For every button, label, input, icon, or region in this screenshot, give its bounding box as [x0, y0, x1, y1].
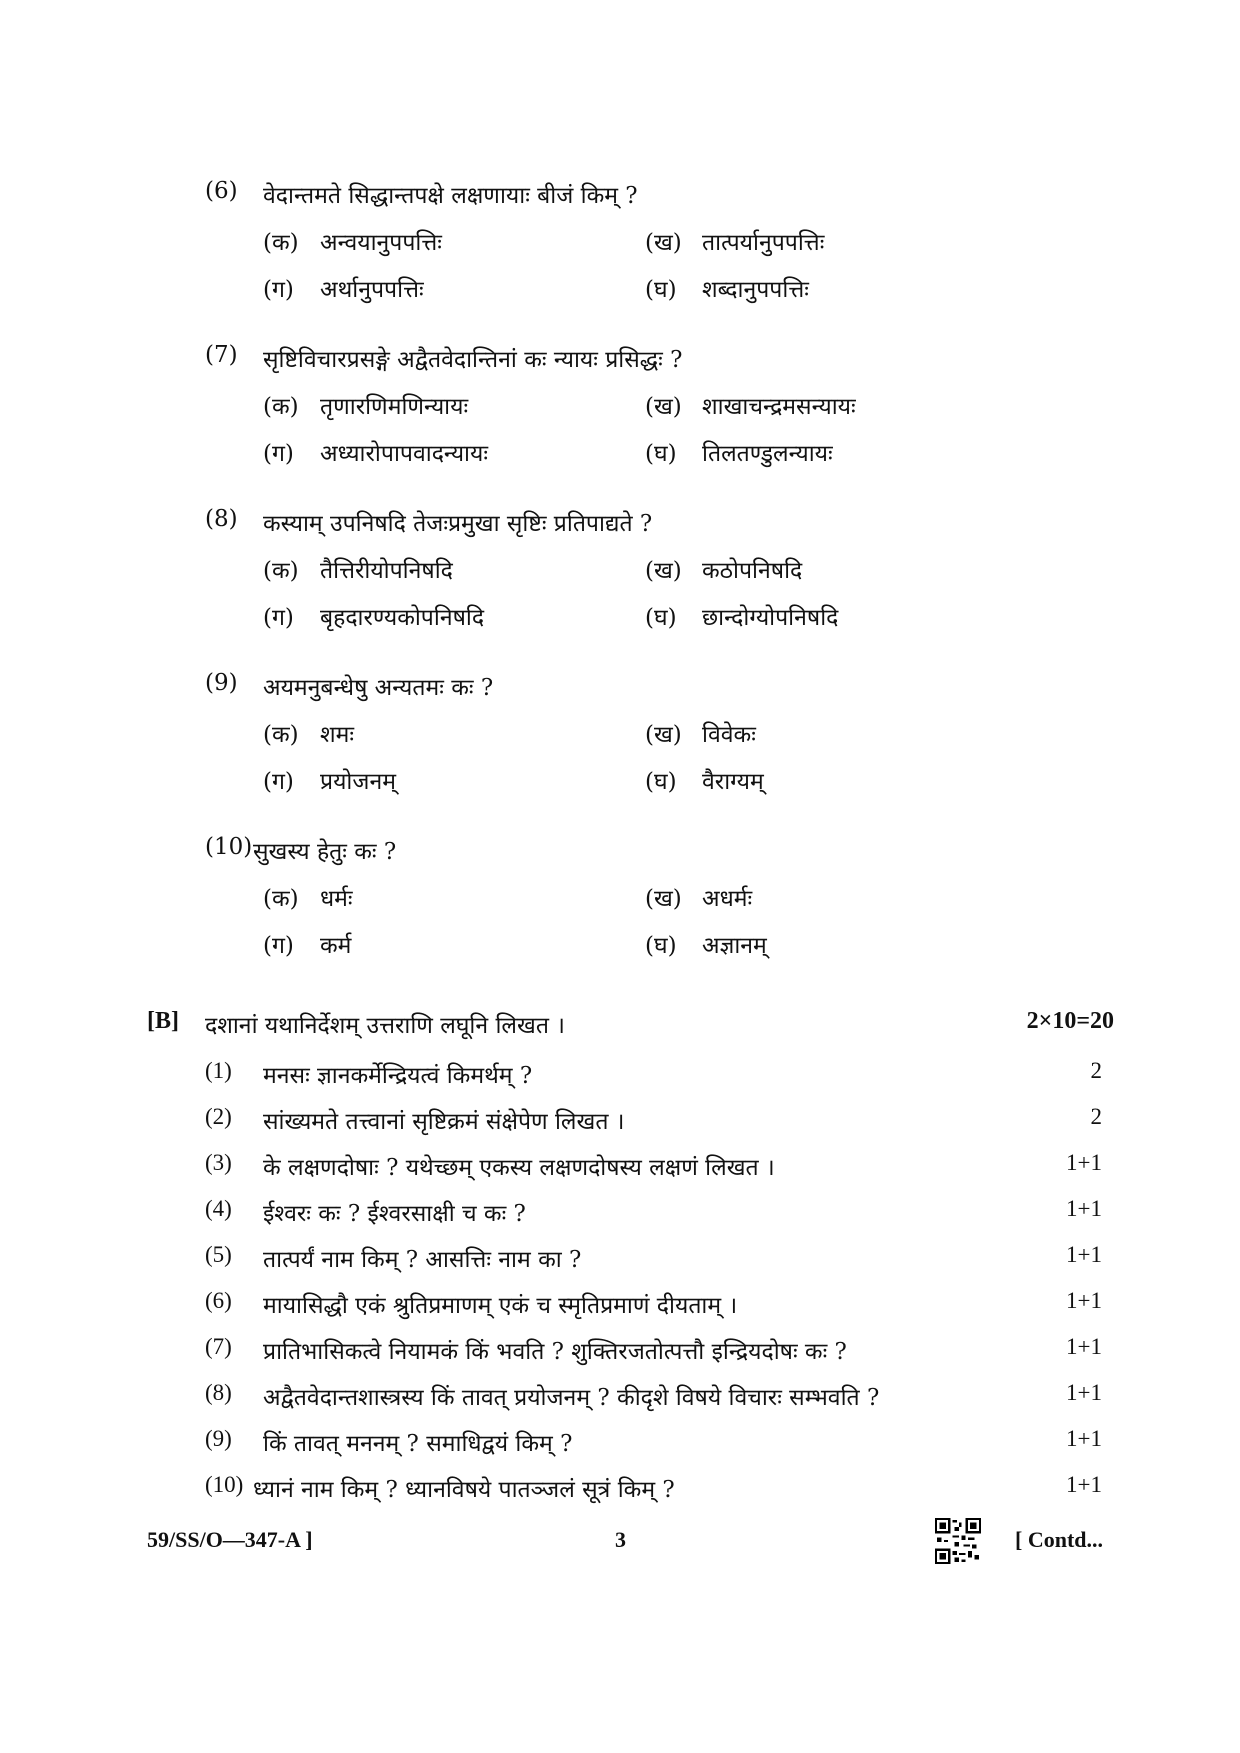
- option-label: (घ): [645, 441, 677, 467]
- option-label: (ख): [645, 886, 682, 912]
- item-number: (2): [205, 1104, 232, 1129]
- option-label: (ख): [645, 722, 682, 748]
- item-text: सांख्यमते तत्त्वानां सृष्टिक्रमं संक्षेपेण लिखत ।: [263, 1109, 625, 1135]
- item-text: तात्पर्यं नाम किम् ? आसत्तिः नाम का ?: [263, 1247, 582, 1273]
- item-number: (6): [205, 1288, 232, 1313]
- item-text: किं तावत् मननम् ? समाधिद्वयं किम् ?: [263, 1431, 573, 1457]
- option-label: (क): [263, 230, 299, 256]
- option-label: (ग): [263, 605, 294, 631]
- question-number: (7): [205, 342, 238, 368]
- option-text: अधर्मः: [702, 886, 753, 912]
- question-text: कस्याम् उपनिषदि तेजःप्रमुखा सृष्टिः प्रतिपाद्यते ?: [263, 511, 653, 537]
- section-b-instruction: दशानां यथानिर्देशम् उत्तराणि लघूनि लिखत ।: [205, 1013, 565, 1039]
- page-number: 3: [615, 1527, 626, 1552]
- paper-code: 59/SS/O—347-A ]: [147, 1527, 313, 1552]
- option-label: (क): [263, 886, 299, 912]
- option-label: (ख): [645, 230, 682, 256]
- option-text: अध्यारोपापवादन्यायः: [320, 441, 488, 467]
- option-text: शमः: [320, 722, 355, 748]
- option-text: अन्वयानुपपत्तिः: [320, 230, 442, 256]
- option-label: (ख): [645, 394, 682, 420]
- option-label: (ग): [263, 933, 294, 959]
- question-text: सृष्टिविचारप्रसङ्गे अद्वैतवेदान्तिनां कः न्यायः प्रसिद्धः ?: [263, 347, 683, 373]
- item-text: मनसः ज्ञानकर्मेन्द्रियत्वं किमर्थम् ?: [263, 1063, 533, 1089]
- item-number: (3): [205, 1150, 232, 1175]
- option-label: (घ): [645, 769, 677, 795]
- option-label: (क): [263, 722, 299, 748]
- item-number: (5): [205, 1242, 232, 1267]
- option-text: तिलतण्डुलन्यायः: [702, 441, 833, 467]
- question-number: (8): [205, 506, 238, 532]
- item-text: ईश्वरः कः ? ईश्वरसाक्षी च कः ?: [263, 1201, 526, 1227]
- option-text: विवेकः: [702, 722, 756, 748]
- item-marks: 1+1: [1066, 1380, 1102, 1405]
- option-text: अज्ञानम्: [702, 933, 767, 959]
- option-label: (ग): [263, 769, 294, 795]
- item-text: प्रातिभासिकत्वे नियामकं किं भवति ? शुक्तिरजतोत्पत्तौ इन्द्रियदोषः कः ?: [263, 1339, 847, 1365]
- item-marks: 2: [1090, 1058, 1102, 1083]
- option-text: तात्पर्यानुपपत्तिः: [702, 230, 825, 256]
- continued-label: [ Contd...: [1015, 1527, 1104, 1552]
- item-text: अद्वैतवेदान्तशास्त्रस्य किं तावत् प्रयोजनम् ? कीदृशे विषये विचारः सम्भवति ?: [263, 1385, 880, 1411]
- section-b-label: [B]: [147, 1008, 179, 1034]
- option-text: तैत्तिरीयोपनिषदि: [320, 558, 453, 584]
- option-text: प्रयोजनम्: [320, 769, 396, 795]
- question-text: सुखस्य हेतुः कः ?: [253, 839, 397, 865]
- item-marks: 1+1: [1066, 1288, 1102, 1313]
- option-label: (घ): [645, 933, 677, 959]
- qr-code-icon: [935, 1518, 981, 1564]
- item-marks: 1+1: [1066, 1150, 1102, 1175]
- section-b-marks: 2×10=20: [1026, 1008, 1114, 1034]
- item-number: (10): [205, 1472, 244, 1497]
- option-label: (ग): [263, 277, 294, 303]
- option-label: (ख): [645, 558, 682, 584]
- item-marks: 1+1: [1066, 1196, 1102, 1221]
- option-text: कर्म: [320, 933, 352, 959]
- item-marks: 2: [1090, 1104, 1102, 1129]
- option-text: बृहदारण्यकोपनिषदि: [320, 605, 485, 631]
- item-marks: 1+1: [1066, 1472, 1102, 1497]
- item-text: के लक्षणदोषाः ? यथेच्छम् एकस्य लक्षणदोषस्य लक्षणं लिखत ।: [263, 1155, 775, 1181]
- option-text: कठोपनिषदि: [702, 558, 803, 584]
- question-number: (9): [205, 670, 238, 696]
- item-marks: 1+1: [1066, 1242, 1102, 1267]
- option-label: (घ): [645, 277, 677, 303]
- item-number: (8): [205, 1380, 232, 1405]
- section-b-header: [0, 1008, 1240, 1042]
- item-number: (1): [205, 1058, 232, 1083]
- option-label: (क): [263, 558, 299, 584]
- option-text: तृणारणिमणिन्यायः: [320, 394, 469, 420]
- item-text: ध्यानं नाम किम् ? ध्यानविषये पातञ्जलं सूत्रं किम् ?: [253, 1477, 675, 1503]
- option-text: छान्दोग्योपनिषदि: [702, 605, 839, 631]
- option-text: शाखाचन्द्रमसन्यायः: [702, 394, 856, 420]
- item-text: मायासिद्धौ एकं श्रुतिप्रमाणम् एकं च स्मृतिप्रमाणं दीयताम् ।: [263, 1293, 738, 1319]
- question-number: (6): [205, 178, 238, 204]
- item-number: (7): [205, 1334, 232, 1359]
- item-marks: 1+1: [1066, 1426, 1102, 1451]
- option-text: शब्दानुपपत्तिः: [702, 277, 809, 303]
- option-label: (घ): [645, 605, 677, 631]
- option-label: (ग): [263, 441, 294, 467]
- option-label: (क): [263, 394, 299, 420]
- option-text: वैराग्यम्: [702, 769, 764, 795]
- item-number: (9): [205, 1426, 232, 1451]
- item-marks: 1+1: [1066, 1334, 1102, 1359]
- option-text: अर्थानुपपत्तिः: [320, 277, 424, 303]
- question-text: अयमनुबन्धेषु अन्यतमः कः ?: [263, 675, 494, 701]
- option-text: धर्मः: [320, 886, 353, 912]
- question-text: वेदान्तमते सिद्धान्तपक्षे लक्षणायाः बीजं किम् ?: [263, 183, 638, 209]
- item-number: (4): [205, 1196, 232, 1221]
- question-number: (10): [205, 834, 253, 860]
